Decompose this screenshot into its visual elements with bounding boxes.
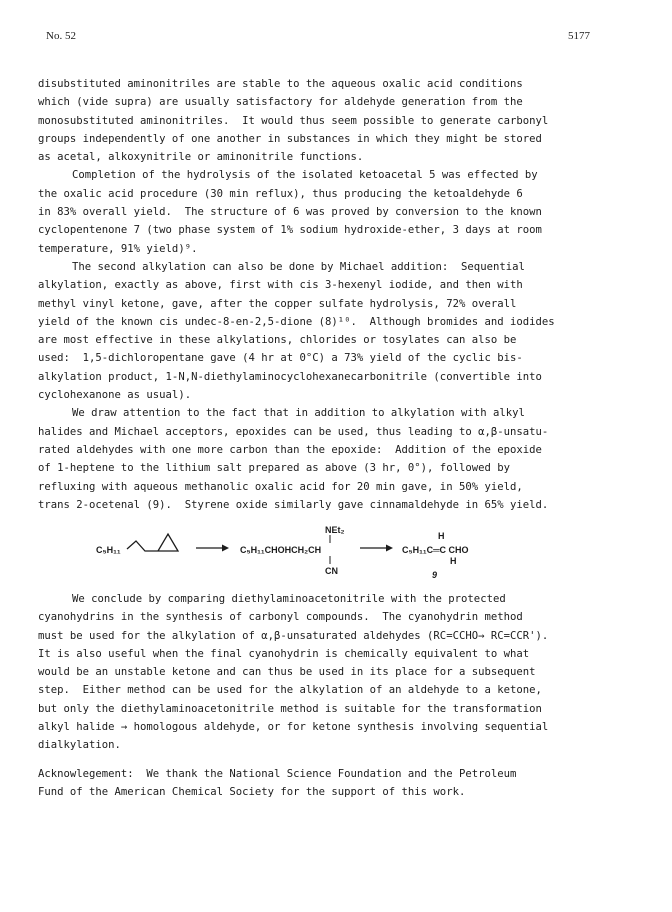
paragraph-line: cyanohydrins in the synthesis of carbonyl compounds. The cyanohydrin method: [38, 611, 523, 624]
paragraph-line: We conclude by comparing diethylaminoacetonitrile with the protected: [72, 593, 506, 605]
intermediate-amine: NEt₂: [325, 525, 345, 535]
paragraph-line: halides and Michael acceptors, epoxides can be used, thus leading to α,β-unsatu-: [38, 425, 549, 438]
paragraph-line: Fund of the American Chemical Society for the support of this work.: [38, 786, 466, 799]
intermediate-chain: C₅H₁₁CHOHCH₂CH: [240, 545, 322, 555]
paragraph-line: groups independently of one another in substances in which they might be stored: [38, 132, 542, 145]
paragraph-line: Completion of the hydrolysis of the isolated ketoacetal 5 was effected by: [72, 169, 538, 182]
paragraph-line: rated aldehydes with one more carbon than the epoxide: Addition of the epoxide: [38, 443, 542, 456]
acknowledgement: [38, 765, 638, 802]
reaction-scheme-drawing: [0, 518, 672, 586]
paragraph-line: alkylation, exactly as above, first with cis 3-hexenyl iodide, and then with: [38, 279, 523, 292]
paragraph-line: Acknowlegement: We thank the National Science Foundation and the Petroleum: [38, 768, 517, 780]
product-formula: C₅H₁₁C═C CHO: [402, 545, 469, 555]
paragraph-line: as acetal, alkoxynitrile or aminonitrile functions.: [38, 151, 364, 164]
arrow-icon: [360, 545, 393, 552]
arrow-icon: [196, 545, 229, 552]
product-compound-number: 9: [432, 570, 438, 580]
paragraph-line: It is also useful when the final cyanohydrin is chemically equivalent to what: [38, 647, 530, 660]
paragraph-line: of 1-heptene to the lithium salt prepared as above (3 hr, 0°), followed by: [38, 462, 510, 475]
paragraph-line: The second alkylation can also be done by Michael addition: Sequential: [72, 260, 525, 273]
reactant-alkyl: C₅H₁₁: [96, 545, 121, 555]
paragraph-line: yield of the known cis undec-8-en-2,5-dione (8)¹⁰. Although bromides and iodides: [38, 315, 555, 328]
paragraph-line: We draw attention to the fact that in addition to alkylation with alkyl: [72, 407, 525, 420]
text-block-top: [38, 75, 638, 514]
paragraph-line: disubstituted aminonitriles are stable to the aqueous oxalic acid conditions: [38, 78, 523, 90]
paragraph-line: step. Either method can be used for the alkylation of an aldehyde to a ketone,: [38, 684, 542, 697]
product-hydrogen-bottom: H: [450, 556, 457, 566]
paragraph-line: refluxing with aqueous methanolic oxalic acid for 20 min gave, in 50% yield,: [38, 480, 523, 493]
paragraph-line: temperature, 91% yield)⁹.: [38, 242, 198, 255]
paragraph-line: cyclohexanone as usual).: [38, 389, 192, 402]
paragraph-line: alkylation product, 1-N,N-diethylaminocyclohexanecarbonitrile (convertible into: [38, 370, 542, 383]
text-block-bottom: [38, 590, 638, 755]
journal-number: No. 52: [46, 30, 76, 42]
paragraph-line: methyl vinyl ketone, gave, after the copper sulfate hydrolysis, 72% overall: [38, 297, 517, 310]
paragraph-line: but only the diethylaminoacetonitrile method is suitable for the transformation: [38, 702, 542, 715]
paragraph-line: dialkylation.: [38, 739, 121, 752]
paragraph-line: would be an unstable ketone and can thus be used in its place for a subsequent: [38, 666, 536, 679]
product-hydrogen-top: H: [438, 531, 445, 541]
paragraph-line: monosubstituted aminonitriles. It would thus seem possible to generate carbonyl: [38, 114, 549, 127]
paragraph-line: are most effective in these alkylations, chlorides or tosylates can also be: [38, 334, 517, 347]
paragraph-line: used: 1,5-dichloropentane gave (4 hr at 0°C) a 73% yield of the cyclic bis-: [38, 352, 523, 365]
paragraph-line: trans 2-ocetenal (9). Styrene oxide similarly gave cinnamaldehyde in 65% yield.: [38, 498, 549, 511]
paragraph-line: which (vide supra) are usually satisfactory for aldehyde generation from the: [38, 96, 523, 109]
paragraph-line: cyclopentenone 7 (two phase system of 1% sodium hydroxide-ether, 3 days at room: [38, 224, 542, 237]
epoxide-ring-icon: [127, 534, 178, 551]
paragraph-line: the oxalic acid procedure (30 min reflux), thus producing the ketoaldehyde 6: [38, 187, 523, 200]
intermediate-nitrile: CN: [325, 566, 338, 576]
paragraph-line: must be used for the alkylation of α,β-unsaturated aldehydes (RC=CCHO→ RC=CCR').: [38, 629, 549, 642]
paragraph-line: alkyl halide → homologous aldehyde, or for ketone synthesis involving sequential: [38, 721, 549, 734]
paragraph-line: in 83% overall yield. The structure of 6 was proved by conversion to the known: [38, 206, 542, 219]
reaction-scheme: [0, 518, 672, 586]
page-number: 5177: [568, 30, 590, 42]
